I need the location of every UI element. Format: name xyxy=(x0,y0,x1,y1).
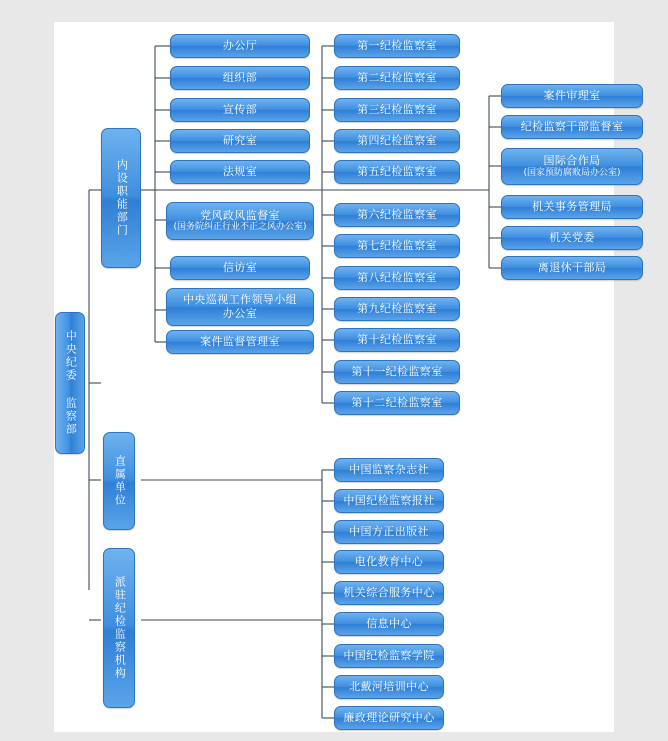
node-label: 机关党委 xyxy=(549,231,595,245)
node-direct-unit[interactable] xyxy=(334,612,444,636)
branch-stationed-label: 派驻纪检监察机构 xyxy=(113,576,127,680)
node-inspection-room[interactable] xyxy=(334,98,460,122)
root-node[interactable] xyxy=(55,312,85,454)
node-internal-right[interactable] xyxy=(501,115,643,139)
branch-internal-label: 内设职能部门 xyxy=(115,159,129,237)
node-internal-right[interactable] xyxy=(501,226,643,250)
node-inspection-room[interactable] xyxy=(334,66,460,90)
node-label: 第五纪检监察室 xyxy=(357,165,437,179)
node-label: 纪检监察干部监督室 xyxy=(520,120,624,134)
node-internal-right[interactable] xyxy=(501,148,643,185)
node-internal-right[interactable] xyxy=(501,256,643,280)
node-label: 第十一纪检监察室 xyxy=(351,365,443,379)
node-label: 宣传部 xyxy=(222,103,258,117)
node-inspection-room[interactable] xyxy=(334,203,460,227)
branch-stationed[interactable] xyxy=(103,548,135,708)
node-internal-left[interactable] xyxy=(170,34,310,58)
node-label: 中国纪检监察报社 xyxy=(343,494,435,508)
node-label: 案件审理室 xyxy=(543,89,601,103)
branch-direct-label: 直属单位 xyxy=(113,455,127,507)
node-internal-right[interactable] xyxy=(501,195,643,219)
node-sublabel: (国务院纠正行业不正之风办公室) xyxy=(173,222,307,233)
node-label: 办公厅 xyxy=(222,39,258,53)
node-internal-left[interactable] xyxy=(170,66,310,90)
node-inspection-room[interactable] xyxy=(334,129,460,153)
node-label: 党风政风监督室 xyxy=(200,208,280,222)
node-label: 电化教育中心 xyxy=(354,555,424,569)
node-inspection-room[interactable] xyxy=(334,34,460,58)
node-label: 第二纪检监察室 xyxy=(357,71,437,85)
node-direct-unit[interactable] xyxy=(334,644,444,668)
node-direct-unit[interactable] xyxy=(334,458,444,482)
root-label: 中央纪委 监察部 xyxy=(64,330,78,436)
node-label: 中央巡视工作领导小组办公室 xyxy=(183,293,297,320)
node-inspection-room[interactable] xyxy=(334,234,460,258)
node-direct-unit[interactable] xyxy=(334,520,444,544)
node-label: 中国监察杂志社 xyxy=(349,463,429,477)
node-inspection-room[interactable] xyxy=(334,266,460,290)
node-label: 第七纪检监察室 xyxy=(357,239,437,253)
node-label: 机关事务管理局 xyxy=(532,200,612,214)
node-label: 第六纪检监察室 xyxy=(357,208,437,222)
node-label: 法规室 xyxy=(222,165,258,179)
node-inspection-room[interactable] xyxy=(334,360,460,384)
node-label: 第一纪检监察室 xyxy=(357,39,437,53)
node-internal-left[interactable] xyxy=(170,256,310,280)
node-label: 组织部 xyxy=(222,71,258,85)
node-sublabel: (国家预防腐败局办公室) xyxy=(523,167,621,178)
node-label: 第十二纪检监察室 xyxy=(351,396,443,410)
node-label: 中国纪检监察学院 xyxy=(343,649,435,663)
node-direct-unit[interactable] xyxy=(334,489,444,513)
node-label: 第三纪检监察室 xyxy=(357,103,437,117)
node-direct-unit[interactable] xyxy=(334,706,444,730)
node-label: 国际合作局 xyxy=(543,154,601,168)
node-label: 离退休干部局 xyxy=(537,261,607,275)
node-direct-unit[interactable] xyxy=(334,550,444,574)
node-label: 第八纪检监察室 xyxy=(357,271,437,285)
node-label: 信息中心 xyxy=(366,617,412,631)
node-inspection-room[interactable] xyxy=(334,160,460,184)
node-inspection-room[interactable] xyxy=(334,328,460,352)
node-label: 信访室 xyxy=(222,261,258,275)
node-internal-left[interactable] xyxy=(166,202,314,240)
node-inspection-room[interactable] xyxy=(334,391,460,415)
node-internal-left[interactable] xyxy=(166,288,314,326)
node-internal-right[interactable] xyxy=(501,84,643,108)
node-direct-unit[interactable] xyxy=(334,581,444,605)
node-internal-left[interactable] xyxy=(170,160,310,184)
node-internal-left[interactable] xyxy=(166,330,314,354)
node-direct-unit[interactable] xyxy=(334,675,444,699)
node-label: 第九纪检监察室 xyxy=(357,302,437,316)
node-internal-left[interactable] xyxy=(170,98,310,122)
node-label: 第四纪检监察室 xyxy=(357,134,437,148)
branch-internal[interactable] xyxy=(101,128,141,268)
branch-direct[interactable] xyxy=(103,432,135,530)
node-label: 北戴河培训中心 xyxy=(349,680,429,694)
node-label: 案件监督管理室 xyxy=(200,335,280,349)
node-label: 中国方正出版社 xyxy=(349,525,429,539)
node-label: 第十纪检监察室 xyxy=(357,333,437,347)
node-label: 机关综合服务中心 xyxy=(343,586,435,600)
node-label: 廉政理论研究中心 xyxy=(343,711,435,725)
node-internal-left[interactable] xyxy=(170,129,310,153)
node-inspection-room[interactable] xyxy=(334,297,460,321)
node-label: 研究室 xyxy=(222,134,258,148)
